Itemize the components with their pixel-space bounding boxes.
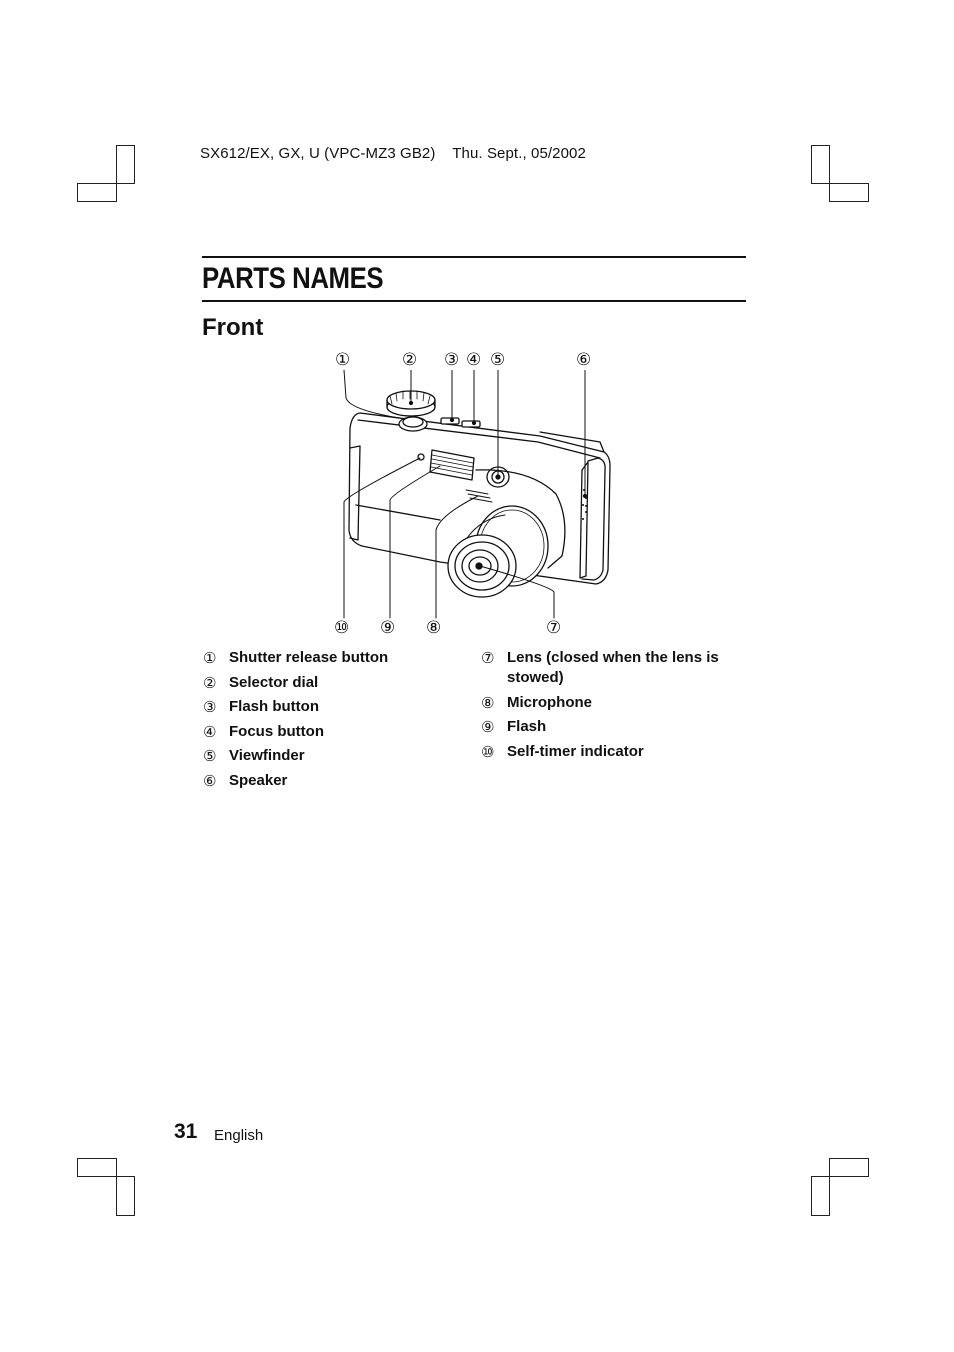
list-item: ① Shutter release button <box>203 649 389 667</box>
callout-2: ② <box>402 350 418 370</box>
crop-mark-bottom-left-horizontal <box>77 1158 117 1177</box>
crop-mark-bottom-right-vertical <box>811 1176 830 1216</box>
crop-mark-bottom-right-horizontal <box>829 1158 869 1177</box>
focus-button-shape <box>462 421 480 427</box>
list-item: ⑩ Self-timer indicator <box>481 742 644 761</box>
camera-front-illustration <box>330 370 630 620</box>
list-item: ⑤ Viewfinder <box>203 747 305 766</box>
list-item: ③ Flash button <box>203 698 319 717</box>
list-item: ⑨ Flash <box>481 718 547 737</box>
callout-10: ⑩ <box>334 618 350 638</box>
crop-mark-top-left-vertical <box>116 145 135 184</box>
callout-5: ⑤ <box>490 350 506 370</box>
page-language: English <box>214 1127 264 1144</box>
list-item: ④ Focus button <box>203 722 324 741</box>
list-item: ⑧ Microphone <box>481 693 592 712</box>
parts-list-right <box>481 648 741 766</box>
page-number: 31 <box>174 1120 198 1143</box>
list-item: ② Selector dial <box>203 673 319 692</box>
crop-mark-top-right-horizontal <box>829 183 869 202</box>
parts-list-left <box>203 648 463 796</box>
print-header: SX612/EX, GX, U (VPC-MZ3 GB2) Thu. Sept., 05/2002 <box>200 145 586 162</box>
callout-8: ⑧ <box>426 618 442 638</box>
callout-3: ③ <box>444 350 460 370</box>
callout-9: ⑨ <box>380 618 396 638</box>
crop-mark-top-right-vertical <box>811 145 830 184</box>
crop-mark-bottom-left-vertical <box>116 1176 135 1216</box>
page-title: PARTS NAMES <box>202 262 384 295</box>
shutter-button <box>399 417 427 431</box>
callout-7: ⑦ <box>546 618 562 638</box>
title-rule-top <box>202 256 746 258</box>
flash-button-shape <box>441 418 459 424</box>
crop-mark-top-left-horizontal <box>77 183 117 202</box>
callout-1: ① <box>335 350 351 370</box>
callout-4: ④ <box>466 350 482 370</box>
list-item: ⑦ Lens (closed when the lens is stowed) <box>481 649 719 686</box>
title-rule-bottom <box>202 300 746 302</box>
list-item: ⑥ Speaker <box>203 771 288 790</box>
section-subtitle: Front <box>202 314 264 341</box>
callout-6: ⑥ <box>576 350 592 370</box>
